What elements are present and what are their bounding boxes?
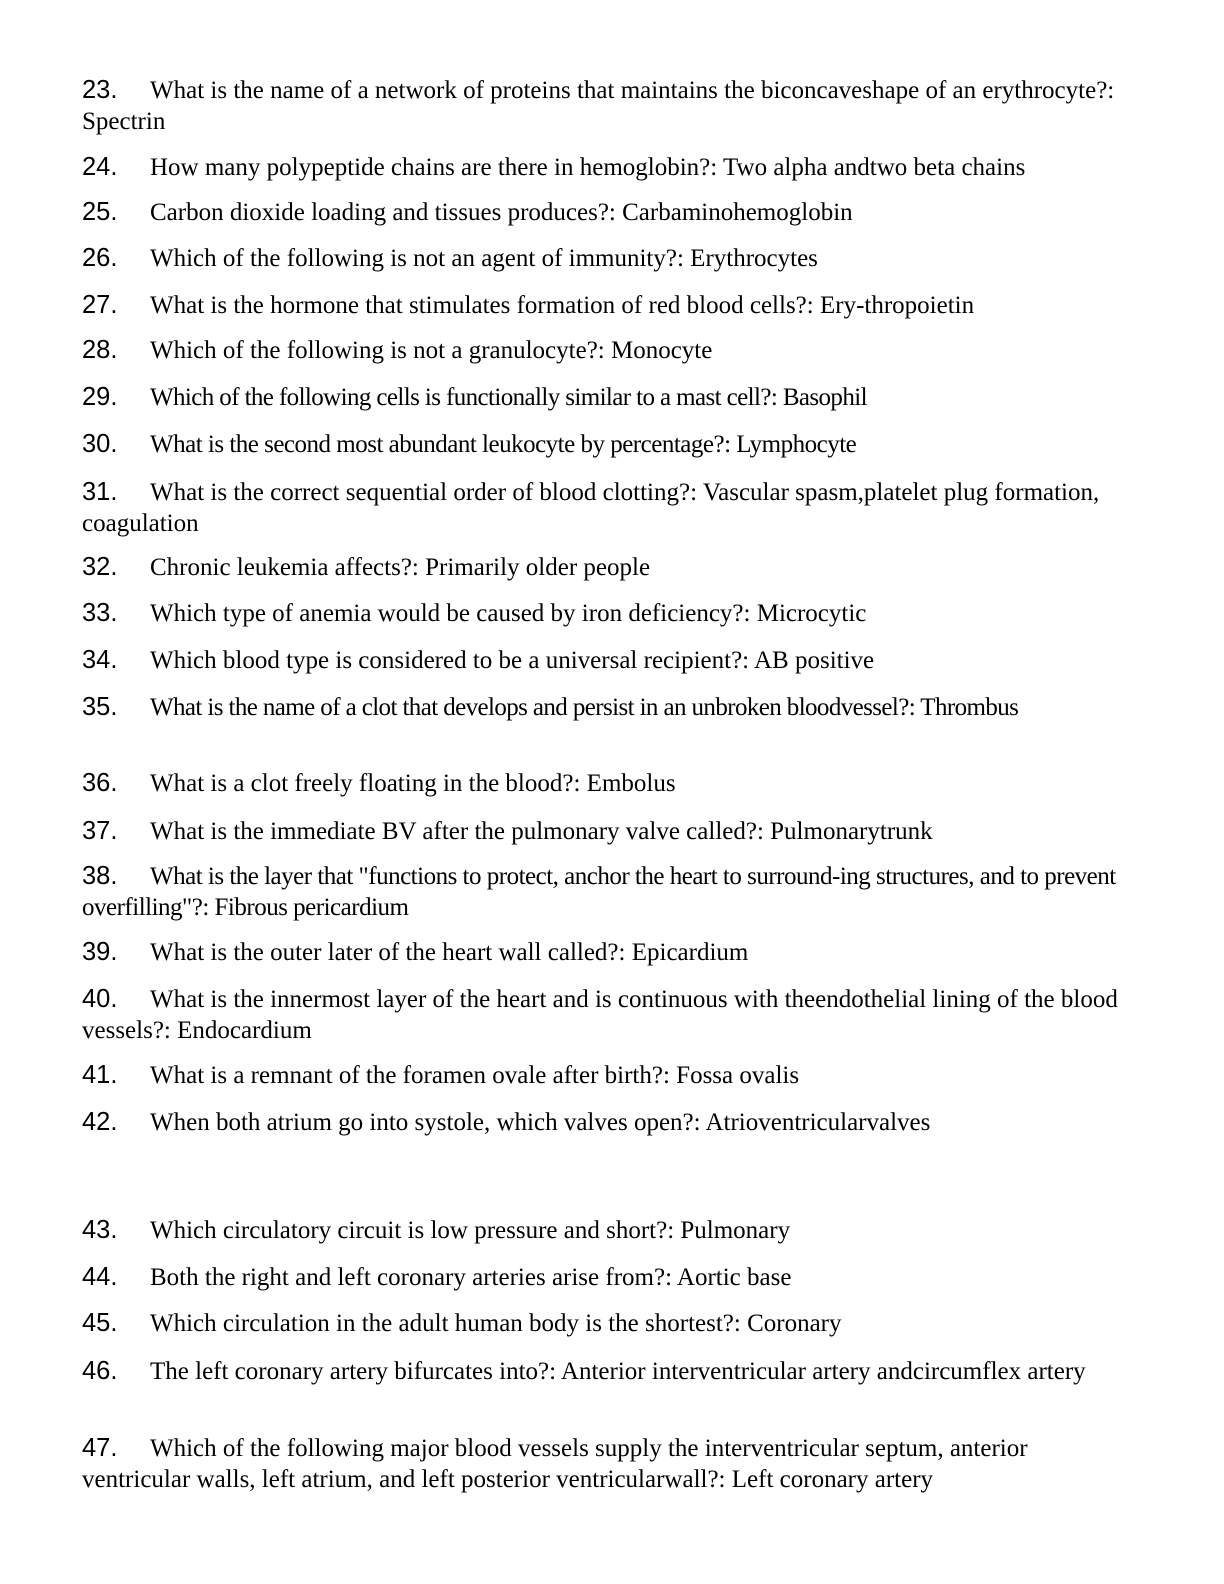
qa-item-46 bbox=[82, 1356, 1142, 1387]
qa-item-43 bbox=[82, 1215, 1142, 1246]
item-text: What is the innermost layer of the heart and is continuous with theendothelial lining of the blood vessels?: Endocardium bbox=[82, 986, 1118, 1044]
item-number: 27. bbox=[82, 291, 118, 319]
item-number: 23. bbox=[82, 76, 118, 104]
item-text: Which of the following is not an agent of immunity?: Erythrocytes bbox=[150, 245, 818, 272]
item-text: When both atrium go into systole, which valves open?: Atrioventricularvalves bbox=[150, 1109, 931, 1136]
item-number: 42. bbox=[82, 1108, 118, 1136]
qa-item-41 bbox=[82, 1060, 1142, 1091]
item-number: 43. bbox=[82, 1216, 118, 1244]
qa-item-33 bbox=[82, 598, 1142, 629]
qa-item-34 bbox=[82, 645, 1142, 676]
item-text: Both the right and left coronary arteries arise from?: Aortic base bbox=[150, 1264, 792, 1291]
item-number: 29. bbox=[82, 383, 118, 411]
item-number: 25. bbox=[82, 198, 118, 226]
qa-item-25 bbox=[82, 197, 1142, 228]
item-number: 31. bbox=[82, 478, 118, 506]
item-number: 26. bbox=[82, 244, 118, 272]
item-number: 40. bbox=[82, 985, 118, 1013]
qa-item-47 bbox=[82, 1433, 1142, 1495]
item-text: Chronic leukemia affects?: Primarily older people bbox=[150, 554, 651, 581]
item-number: 28. bbox=[82, 336, 118, 364]
item-text: Which circulatory circuit is low pressure and short?: Pulmonary bbox=[150, 1217, 791, 1244]
item-text: Which circulation in the adult human body is the shortest?: Coronary bbox=[150, 1310, 842, 1337]
item-text: The left coronary artery bifurcates into?: Anterior interventricular artery andcircumflex artery bbox=[150, 1358, 1086, 1385]
item-text: Which of the following cells is functionally similar to a mast cell?: Basophil bbox=[150, 384, 867, 411]
item-number: 45. bbox=[82, 1309, 118, 1337]
qa-item-30 bbox=[82, 429, 1142, 460]
item-number: 33. bbox=[82, 599, 118, 627]
item-text: What is a remnant of the foramen ovale after birth?: Fossa ovalis bbox=[150, 1062, 800, 1089]
item-text: What is the layer that "functions to protect, anchor the heart to surround-ing structures, and to prevent overfilling"?: Fibrous pericardium bbox=[82, 863, 1116, 921]
item-number: 38. bbox=[82, 862, 118, 890]
item-text: What is the outer later of the heart wall called?: Epicardium bbox=[150, 939, 749, 966]
qa-item-38 bbox=[82, 861, 1142, 923]
item-text: Which of the following major blood vessels supply the interventricular septum, anterior ventricular walls, left atrium, and left posterior ventricularwall?: Left coronary artery bbox=[82, 1435, 1028, 1493]
item-text: Which blood type is considered to be a universal recipient?: AB positive bbox=[150, 647, 875, 674]
item-number: 39. bbox=[82, 938, 118, 966]
item-number: 36. bbox=[82, 769, 118, 797]
item-text: Carbon dioxide loading and tissues produces?: Carbaminohemoglobin bbox=[150, 199, 853, 226]
item-text: What is the name of a network of proteins that maintains the biconcaveshape of an erythrocyte?: Spectrin bbox=[82, 77, 1115, 135]
item-text: What is the second most abundant leukocyte by percentage?: Lymphocyte bbox=[150, 431, 857, 458]
item-text: Which type of anemia would be caused by iron deficiency?: Microcytic bbox=[150, 600, 867, 627]
item-text: What is a clot freely floating in the blood?: Embolus bbox=[150, 770, 676, 797]
qa-item-40 bbox=[82, 984, 1142, 1046]
item-number: 46. bbox=[82, 1357, 118, 1385]
item-number: 44. bbox=[82, 1263, 118, 1291]
item-text: How many polypeptide chains are there in hemoglobin?: Two alpha andtwo beta chains bbox=[150, 154, 1026, 181]
item-number: 47. bbox=[82, 1434, 118, 1462]
item-number: 32. bbox=[82, 553, 118, 581]
qa-item-44 bbox=[82, 1262, 1142, 1293]
qa-item-31 bbox=[82, 477, 1142, 539]
item-text: What is the immediate BV after the pulmonary valve called?: Pulmonarytrunk bbox=[150, 818, 933, 845]
item-text: What is the hormone that stimulates formation of red blood cells?: Ery-thropoietin bbox=[150, 292, 975, 319]
qa-item-36 bbox=[82, 768, 1142, 799]
item-number: 35. bbox=[82, 693, 118, 721]
item-number: 41. bbox=[82, 1061, 118, 1089]
qa-item-45 bbox=[82, 1308, 1142, 1339]
qa-item-29 bbox=[82, 382, 1142, 413]
qa-item-42 bbox=[82, 1107, 1142, 1138]
item-number: 37. bbox=[82, 817, 118, 845]
qa-item-27 bbox=[82, 290, 1142, 321]
qa-item-39 bbox=[82, 937, 1142, 968]
item-number: 34. bbox=[82, 646, 118, 674]
qa-item-24 bbox=[82, 152, 1142, 183]
item-text: Which of the following is not a granulocyte?: Monocyte bbox=[150, 337, 713, 364]
item-text: What is the correct sequential order of blood clotting?: Vascular spasm,platelet plug formation, coagulation bbox=[82, 479, 1100, 537]
qa-item-35 bbox=[82, 692, 1142, 723]
item-text: What is the name of a clot that develops and persist in an unbroken bloodvessel?: Thrombus bbox=[150, 694, 1019, 721]
qa-item-32 bbox=[82, 552, 1142, 583]
qa-item-28 bbox=[82, 335, 1142, 366]
qa-item-26 bbox=[82, 243, 1142, 274]
qa-item-37 bbox=[82, 816, 1142, 847]
item-number: 30. bbox=[82, 430, 118, 458]
qa-item-23 bbox=[82, 75, 1142, 137]
item-number: 24. bbox=[82, 153, 118, 181]
